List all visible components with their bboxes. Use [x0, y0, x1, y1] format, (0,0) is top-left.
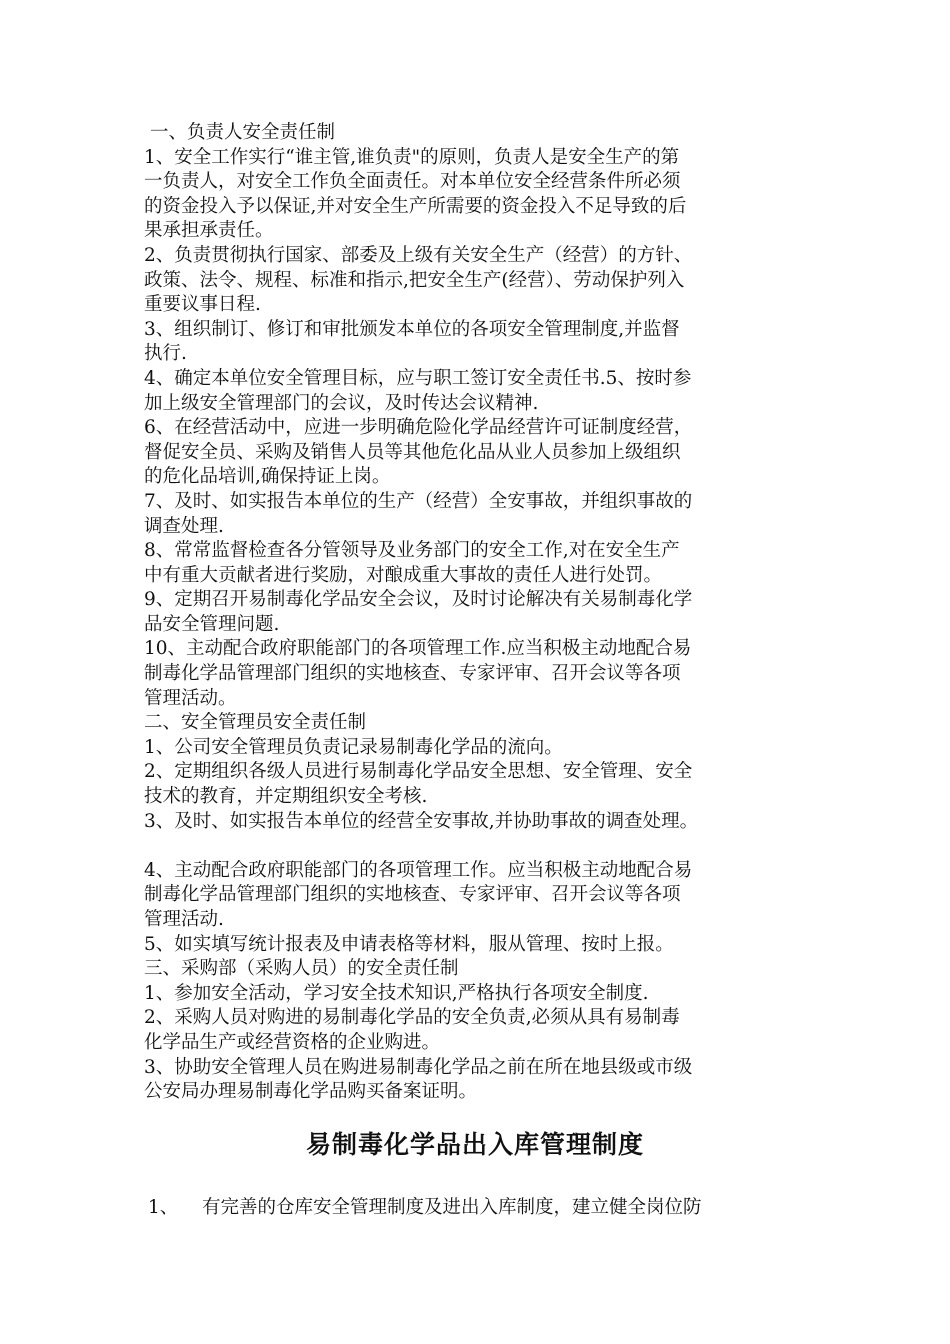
- section-heading: 三、采购部（采购人员）的安全责任制: [144, 958, 459, 980]
- text-line: 品安全管理问题.: [144, 613, 280, 635]
- text-line: 4、主动配合政府职能部门的各项管理工作。应当积极主动地配合易: [144, 859, 693, 881]
- text-line: 公安局办理易制毒化学品购买备案证明。: [144, 1081, 478, 1103]
- text-line: 6、在经营活动中，应进一步明确危险化学品经营许可证制度经营，: [144, 417, 693, 439]
- text-line: 的危化品培训,确保持证上岗。: [144, 466, 391, 488]
- text-line: 督促安全员、采购及销售人员等其他危化品从业人员参加上级组织: [144, 441, 681, 463]
- document-title: 易制毒化学品出入库管理制度: [305, 1130, 644, 1159]
- text-line: 2、负责贯彻执行国家、部委及上级有关安全生产（经营）的方针、: [144, 244, 693, 266]
- text-line: 9、定期召开易制毒化学品安全会议，及时讨论解决有关易制毒化学: [144, 589, 693, 611]
- document-body: [144, 121, 824, 1105]
- text-line: 10、主动配合政府职能部门的各项管理工作.应当积极主动地配合易: [144, 638, 692, 660]
- text-line: 管理活动。: [144, 687, 237, 709]
- text-line: 3、组织制订、修订和审批颁发本单位的各项安全管理制度,并监督: [144, 318, 680, 340]
- text-line: 2、采购人员对购进的易制毒化学品的安全负责,必须从具有易制毒: [144, 1007, 680, 1029]
- text-line: 调查处理.: [144, 515, 224, 537]
- text-line: 8、常常监督检查各分管领导及业务部门的安全工作,对在安全生产: [144, 540, 680, 562]
- text-line: 执行.: [144, 343, 187, 365]
- text-line: 3、及时、如实报告本单位的经营全安事故,并协助事故的调查处理。: [144, 810, 699, 832]
- text-line: 1、安全工作实行“谁主管,谁负责"的原则，负责人是安全生产的第: [144, 146, 680, 168]
- text-line: 加上级安全管理部门的会议，及时传达会议精神.: [144, 392, 539, 414]
- text-line: 的资金投入予以保证,并对安全生产所需要的资金投入不足导致的后: [144, 195, 687, 217]
- section-heading: 二、安全管理员安全责任制: [144, 712, 367, 734]
- text-line: 重要议事日程.: [144, 294, 261, 316]
- text-line: 果承担承责任。: [144, 220, 274, 242]
- text-line: 1、参加安全活动，学习安全技术知识,严格执行各项安全制度.: [144, 982, 649, 1004]
- blank-line: [144, 834, 824, 859]
- text-line: 政策、法令、规程、标准和指示,把安全生产(经营）、劳动保护列入: [144, 269, 685, 291]
- text-line: 中有重大贡献者进行奖励，对酿成重大事故的责任人进行处罚。: [144, 564, 663, 586]
- text-line: 5、如实填写统计报表及申请表格等材料，服从管理、按时上报。: [144, 933, 674, 955]
- text-line: 制毒化学品管理部门组织的实地核查、专家评审、召开会议等各项: [144, 884, 681, 906]
- text-line: 技术的教育，并定期组织安全考核.: [144, 786, 428, 808]
- list-item-text: 有完善的仓库安全管理制度及进出入库制度，建立健全岗位防: [202, 1197, 702, 1218]
- text-line: 1、公司安全管理员负责记录易制毒化学品的流向。: [144, 736, 563, 758]
- text-line: 制毒化学品管理部门组织的实地核查、专家评审、召开会议等各项: [144, 663, 681, 685]
- text-line: 3、协助安全管理人员在购进易制毒化学品之前在所在地县级或市级: [144, 1056, 693, 1078]
- text-line: 2、定期组织各级人员进行易制毒化学品安全思想、安全管理、安全: [144, 761, 693, 783]
- text-line: 化学品生产或经营资格的企业购进。: [144, 1031, 441, 1053]
- section-heading: 一、负责人安全责任制: [150, 122, 336, 143]
- text-line: 管理活动.: [144, 909, 224, 930]
- text-line: 一负责人，对安全工作负全面责任。对本单位安全经营条件所必须: [144, 171, 681, 193]
- text-line: 4、确定本单位安全管理目标，应与职工签订安全责任书.5、按时参: [144, 367, 692, 389]
- list-item: [148, 1196, 828, 1221]
- list-item-number: 1、: [148, 1197, 179, 1218]
- text-line: 7、及时、如实报告本单位的生产（经营）全安事故，并组织事故的: [144, 490, 693, 512]
